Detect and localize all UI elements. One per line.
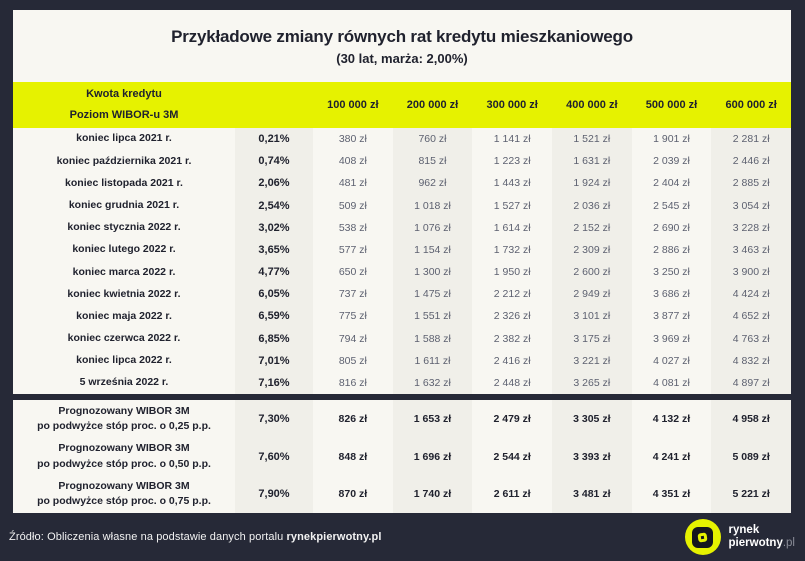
installment-value: 775 zł	[338, 310, 367, 323]
installment-value: 4 351 zł	[652, 488, 691, 501]
wibor-value: 0,21%	[235, 128, 313, 150]
table-header-row	[13, 82, 791, 128]
column-header: 300 000 zł	[486, 99, 538, 111]
installment-value: 794 zł	[338, 332, 367, 345]
installment-value: 737 zł	[338, 288, 367, 301]
source-portal-name: rynekpierwotny.pl	[286, 531, 382, 543]
installment-value: 3 250 zł	[653, 266, 690, 279]
installment-value: 2 886 zł	[653, 243, 690, 256]
installment-value: 509 zł	[338, 199, 367, 212]
installment-value: 760 zł	[393, 128, 473, 150]
row-label-line2: po podwyżce stóp proc. o 0,75 p.p.	[37, 495, 211, 508]
installment-value: 2 036 zł	[552, 195, 632, 217]
table-row	[13, 350, 791, 372]
source-prefix: Źródło: Obliczenia własne na podstawie danych portalu	[9, 531, 287, 543]
installment-value: 3 393 zł	[552, 438, 632, 476]
installment-value: 2 479 zł	[493, 412, 531, 425]
column-header: 400 000 zł	[566, 99, 618, 111]
installment-value: 4 897 zł	[711, 372, 791, 394]
table-card	[13, 10, 791, 513]
installment-value: 3 221 zł	[552, 350, 632, 372]
table-row	[13, 438, 791, 476]
table-row	[13, 475, 791, 513]
logo-word-rynek: rynek	[728, 523, 760, 536]
row-label-line1: Prognozowany WIBOR 3M	[58, 442, 190, 455]
installment-value: 1 018 zł	[393, 195, 473, 217]
row-label: 5 września 2022 r.	[79, 376, 169, 389]
wibor-value: 6,05%	[235, 283, 313, 305]
installment-value: 538 zł	[338, 221, 367, 234]
installment-value: 2 309 zł	[552, 239, 632, 261]
installment-value: 1 551 zł	[393, 305, 473, 327]
table-row	[13, 150, 791, 172]
row-label: koniec lipca 2021 r.	[76, 132, 172, 145]
installment-value: 3 686 zł	[653, 288, 690, 301]
installment-value: 826 zł	[338, 412, 368, 425]
installment-value: 2 404 zł	[653, 177, 690, 190]
forecast-rows-section	[13, 400, 791, 513]
logo-word-pierwotny: pierwotny	[728, 537, 783, 549]
wibor-value: 6,59%	[235, 305, 313, 327]
installment-value: 1 141 zł	[493, 133, 531, 146]
installment-value: 2 690 zł	[653, 221, 690, 234]
table-row	[13, 261, 791, 283]
wibor-value: 4,77%	[235, 261, 313, 283]
row-label-line2: po podwyżce stóp proc. o 0,25 p.p.	[37, 419, 211, 432]
table-row	[13, 283, 791, 305]
installment-value: 1 076 zł	[393, 217, 473, 239]
logo-word-pl: .pl	[782, 537, 795, 549]
installment-value: 1 475 zł	[393, 283, 473, 305]
installment-value: 2 382 zł	[493, 332, 531, 345]
corner-label-line1: Kwota kredytu	[86, 88, 162, 100]
wibor-value: 7,16%	[235, 372, 313, 394]
wibor-value: 6,85%	[235, 328, 313, 350]
row-label: koniec lutego 2022 r.	[72, 243, 176, 256]
logo-square-icon	[692, 527, 713, 548]
historical-rows-section	[13, 128, 791, 394]
installment-value: 2 544 zł	[493, 450, 531, 463]
installment-value: 1 632 zł	[393, 372, 473, 394]
installment-value: 962 zł	[393, 172, 473, 194]
wibor-value: 0,74%	[235, 150, 313, 172]
row-label-line1: Prognozowany WIBOR 3M	[58, 404, 190, 417]
installment-value: 1 631 zł	[552, 150, 632, 172]
installment-value: 1 901 zł	[653, 133, 690, 146]
wibor-value: 7,90%	[235, 475, 313, 513]
table-row	[13, 172, 791, 194]
wibor-value: 3,02%	[235, 217, 313, 239]
installment-value: 4 081 zł	[653, 376, 690, 389]
page-subtitle: (30 lat, marża: 2,00%)	[336, 50, 468, 66]
corner-label-line2: Poziom WIBOR-u 3M	[69, 109, 179, 121]
row-label: koniec stycznia 2022 r.	[67, 221, 181, 234]
installment-value: 380 zł	[338, 133, 367, 146]
logo-ring-icon	[697, 532, 707, 542]
row-label: koniec czerwca 2022 r.	[67, 332, 181, 345]
rynekpierwotny-logo	[685, 519, 795, 555]
row-label	[13, 400, 235, 438]
installment-value: 408 zł	[338, 155, 367, 168]
installment-value: 2 949 zł	[552, 283, 632, 305]
column-header: 200 000 zł	[406, 99, 459, 111]
row-label: koniec kwietnia 2022 r.	[67, 287, 181, 300]
wibor-value: 2,06%	[235, 172, 313, 194]
installment-value: 3 969 zł	[653, 332, 690, 345]
installment-value: 3 305 zł	[552, 400, 632, 438]
installment-value: 1 527 zł	[493, 199, 531, 212]
installment-value: 3 265 zł	[552, 372, 632, 394]
installment-value: 3 481 zł	[552, 475, 632, 513]
installment-value: 3 101 zł	[552, 305, 632, 327]
table-row	[13, 372, 791, 394]
installment-value: 1 443 zł	[493, 177, 531, 190]
installment-value: 870 zł	[338, 488, 368, 501]
installment-value: 3 054 zł	[711, 195, 791, 217]
source-text	[9, 531, 382, 543]
installment-value: 816 zł	[338, 376, 367, 389]
table-row	[13, 239, 791, 261]
installment-value: 2 885 zł	[711, 172, 791, 194]
installment-value: 2 039 zł	[653, 155, 690, 168]
title-block	[13, 10, 791, 82]
installment-value: 2 611 zł	[493, 488, 531, 501]
installment-value: 3 463 zł	[711, 239, 791, 261]
installment-value: 4 027 zł	[653, 354, 690, 367]
row-label: koniec grudnia 2021 r.	[68, 198, 180, 211]
installment-value: 1 588 zł	[393, 328, 473, 350]
installment-value: 5 089 zł	[711, 438, 791, 476]
installment-value: 1 300 zł	[393, 261, 473, 283]
installment-value: 4 763 zł	[711, 328, 791, 350]
installment-value: 2 448 zł	[493, 376, 531, 389]
installment-value: 2 281 zł	[711, 128, 791, 150]
installment-value: 577 zł	[338, 243, 367, 256]
row-label	[13, 475, 235, 513]
wibor-value: 3,65%	[235, 239, 313, 261]
footer	[0, 513, 805, 561]
column-header: 100 000 zł	[327, 99, 379, 111]
installment-value: 1 924 zł	[552, 172, 632, 194]
row-label: koniec lipca 2022 r.	[76, 354, 172, 367]
page-title: Przykładowe zmiany równych rat kredytu mieszkaniowego	[171, 26, 633, 46]
installment-value: 5 221 zł	[711, 475, 791, 513]
installment-value: 2 416 zł	[493, 354, 531, 367]
installment-value: 4 832 zł	[711, 350, 791, 372]
row-label: koniec maja 2022 r.	[76, 309, 172, 322]
row-label: koniec października 2021 r.	[56, 154, 192, 167]
installment-value: 1 653 zł	[393, 400, 473, 438]
installment-value: 1 611 zł	[393, 350, 473, 372]
installment-value: 1 740 zł	[393, 475, 473, 513]
installment-value: 3 900 zł	[711, 261, 791, 283]
rynekpierwotny-logo-icon	[685, 519, 721, 555]
installment-value: 650 zł	[338, 266, 367, 279]
installment-value: 1 696 zł	[393, 438, 473, 476]
installment-value: 4 424 zł	[711, 283, 791, 305]
installment-value: 1 950 zł	[493, 266, 531, 279]
logo-wordmark	[729, 524, 795, 550]
row-label: koniec marca 2022 r.	[72, 265, 176, 278]
wibor-value: 7,60%	[235, 438, 313, 476]
row-label-line1: Prognozowany WIBOR 3M	[58, 479, 190, 492]
table-row	[13, 128, 791, 150]
installment-value: 3 877 zł	[653, 310, 690, 323]
installment-value: 2 326 zł	[493, 310, 531, 323]
corner-label	[13, 82, 235, 128]
table-row	[13, 217, 791, 239]
table-row	[13, 400, 791, 438]
installment-value: 4 132 zł	[652, 412, 691, 425]
installment-value: 2 212 zł	[493, 288, 531, 301]
installment-value: 481 zł	[338, 177, 367, 190]
row-label: koniec listopada 2021 r.	[65, 176, 183, 189]
installment-value: 805 zł	[338, 354, 367, 367]
column-header: 600 000 zł	[725, 99, 777, 111]
wibor-column-header	[235, 82, 313, 128]
installment-value: 1 521 zł	[552, 128, 632, 150]
wibor-value: 7,01%	[235, 350, 313, 372]
installment-value: 1 614 zł	[493, 221, 531, 234]
installment-value: 3 228 zł	[711, 217, 791, 239]
installment-value: 4 652 zł	[711, 305, 791, 327]
installment-value: 2 446 zł	[711, 150, 791, 172]
row-label-line2: po podwyżce stóp proc. o 0,50 p.p.	[37, 457, 211, 470]
installment-value: 848 zł	[338, 450, 368, 463]
table-row	[13, 195, 791, 217]
installment-value: 815 zł	[393, 150, 473, 172]
installment-value: 4 958 zł	[711, 400, 791, 438]
wibor-value: 7,30%	[235, 400, 313, 438]
wibor-value: 2,54%	[235, 195, 313, 217]
installment-value: 1 732 zł	[493, 243, 531, 256]
installment-value: 2 152 zł	[552, 217, 632, 239]
table-row	[13, 328, 791, 350]
installment-value: 1 223 zł	[493, 155, 531, 168]
column-header: 500 000 zł	[645, 99, 698, 111]
installment-value: 4 241 zł	[652, 450, 691, 463]
row-label	[13, 438, 235, 476]
installment-value: 3 175 zł	[552, 328, 632, 350]
installment-value: 2 545 zł	[653, 199, 690, 212]
installment-value: 1 154 zł	[393, 239, 473, 261]
table-row	[13, 305, 791, 327]
installment-value: 2 600 zł	[552, 261, 632, 283]
